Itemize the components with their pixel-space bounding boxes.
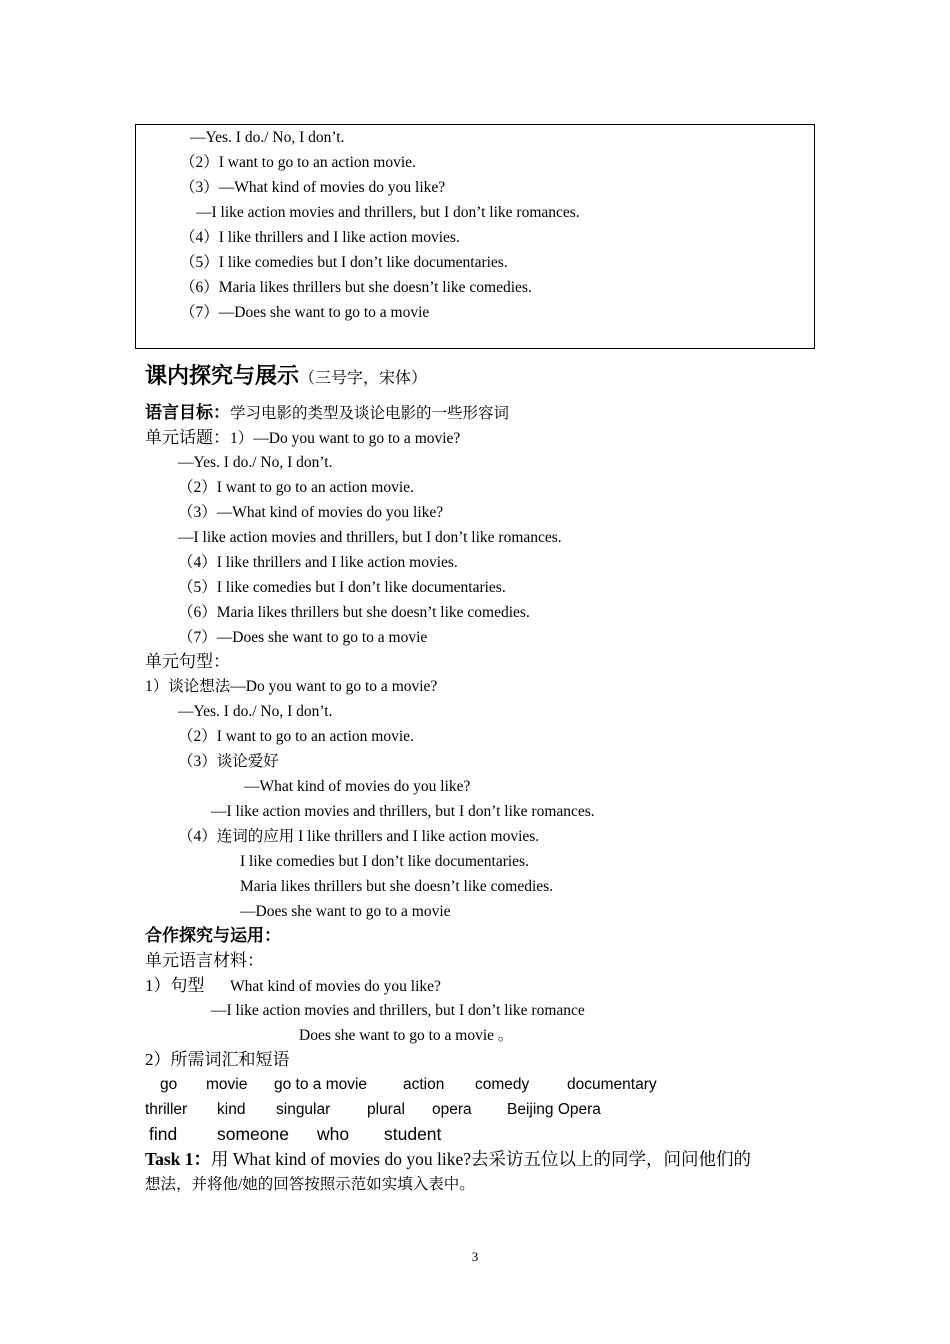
pattern-line-10: —Does she want to go to a movie [240, 903, 451, 920]
vocab-word: thriller [145, 1101, 188, 1118]
vocab-word: go [160, 1076, 178, 1093]
coop-heading: 合作探究与运用： [145, 926, 281, 945]
pattern-line-4: （3）谈论爱好 [178, 753, 279, 770]
vocab-word: Beijing Opera [507, 1101, 601, 1118]
box-line-5: （4）I like thrillers and I like action movies. [180, 229, 460, 246]
pattern-line-9: Maria likes thrillers but she doesn’t like comedies. [240, 878, 554, 895]
box-line-7: （6）Maria likes thrillers but she doesn’t like comedies. [180, 279, 532, 296]
sentence-label: 1）句型 [145, 976, 205, 995]
material-label: 单元语言材料： [145, 951, 264, 970]
pattern-line-8: I like comedies but I don’t like documentaries. [240, 853, 529, 870]
box-line-1: —Yes. I do./ No, I don’t. [190, 129, 345, 146]
goal-label: 语言目标： [145, 403, 230, 422]
box-line-6: （5）I like comedies but I don’t like documentaries. [180, 254, 508, 271]
sentence-line-3: Does she want to go to a movie 。 [299, 1027, 514, 1044]
vocab-word: kind [217, 1101, 246, 1118]
pattern-line-2: —Yes. I do./ No, I don’t. [178, 703, 333, 720]
goal-text: 学习电影的类型及谈论电影的一些形容词 [230, 405, 510, 422]
topic-line-5: —I like action movies and thrillers, but I don’t like romances. [178, 529, 562, 546]
topic-line-2: —Yes. I do./ No, I don’t. [178, 454, 333, 471]
task-line-2: 想法，并将他/她的回答按照示范如实填入表中。 [145, 1176, 475, 1193]
unit-topic [145, 428, 460, 449]
task-line-1 [145, 1149, 751, 1169]
topic-line-8: （6）Maria likes thrillers but she doesn’t like comedies. [178, 604, 530, 621]
vocab-word: go to a movie [274, 1076, 368, 1093]
topic-line-7: （5）I like comedies but I don’t like documentaries. [178, 579, 506, 596]
sentence-line-1: What kind of movies do you like? [230, 978, 441, 995]
section-heading-text: 课内探究与展示 [145, 363, 300, 388]
vocab-word: singular [276, 1101, 331, 1118]
task-label: Task 1： [145, 1149, 211, 1169]
pattern-line-3: （2）I want to go to an action movie. [178, 728, 414, 745]
vocab-word: opera [432, 1101, 472, 1118]
pattern-line-6: —I like action movies and thrillers, but I don’t like romances. [211, 803, 595, 820]
vocab-word: someone [217, 1124, 289, 1144]
section-heading [145, 362, 427, 393]
vocab-word: student [384, 1124, 442, 1144]
box-line-2: （2）I want to go to an action movie. [180, 154, 416, 171]
pattern-line-5: —What kind of movies do you like? [244, 778, 471, 795]
vocab-word: movie [206, 1076, 248, 1093]
topic-line-1: 1）—Do you want to go to a movie? [230, 430, 461, 447]
box-line-3: （3）—What kind of movies do you like? [180, 179, 446, 196]
vocab-word: documentary [567, 1076, 657, 1093]
pattern-line-1: 1）谈论想法—Do you want to go to a movie? [145, 678, 438, 695]
language-goal [145, 403, 509, 424]
vocab-word: plural [367, 1101, 405, 1118]
box-line-4: —I like action movies and thrillers, but I don’t like romances. [196, 204, 580, 221]
page-number: 3 [471, 1249, 479, 1264]
vocab-word: find [149, 1124, 178, 1144]
topic-line-3: （2）I want to go to an action movie. [178, 479, 414, 496]
task-text-1: 用 What kind of movies do you like?去采访五位以上的同学，问问他们的 [210, 1149, 752, 1169]
topic-line-6: （4）I like thrillers and I like action movies. [178, 554, 458, 571]
box-line-8: （7）—Does she want to go to a movie [180, 304, 430, 321]
pattern-line-7: （4）连词的应用 I like thrillers and I like action movies. [178, 828, 540, 845]
vocab-word: who [317, 1124, 350, 1144]
vocab-label: 2）所需词汇和短语 [145, 1050, 290, 1069]
sentence-line-2: —I like action movies and thrillers, but I don’t like romance [211, 1002, 585, 1019]
vocab-word: comedy [475, 1076, 530, 1093]
topic-label: 单元话题： [145, 428, 230, 447]
topic-line-9: （7）—Does she want to go to a movie [178, 629, 428, 646]
topic-line-4: （3）—What kind of movies do you like? [178, 504, 444, 521]
pattern-label: 单元句型： [145, 652, 230, 671]
section-heading-note: （三号字，宋体） [299, 370, 428, 387]
vocab-word: action [403, 1076, 445, 1093]
